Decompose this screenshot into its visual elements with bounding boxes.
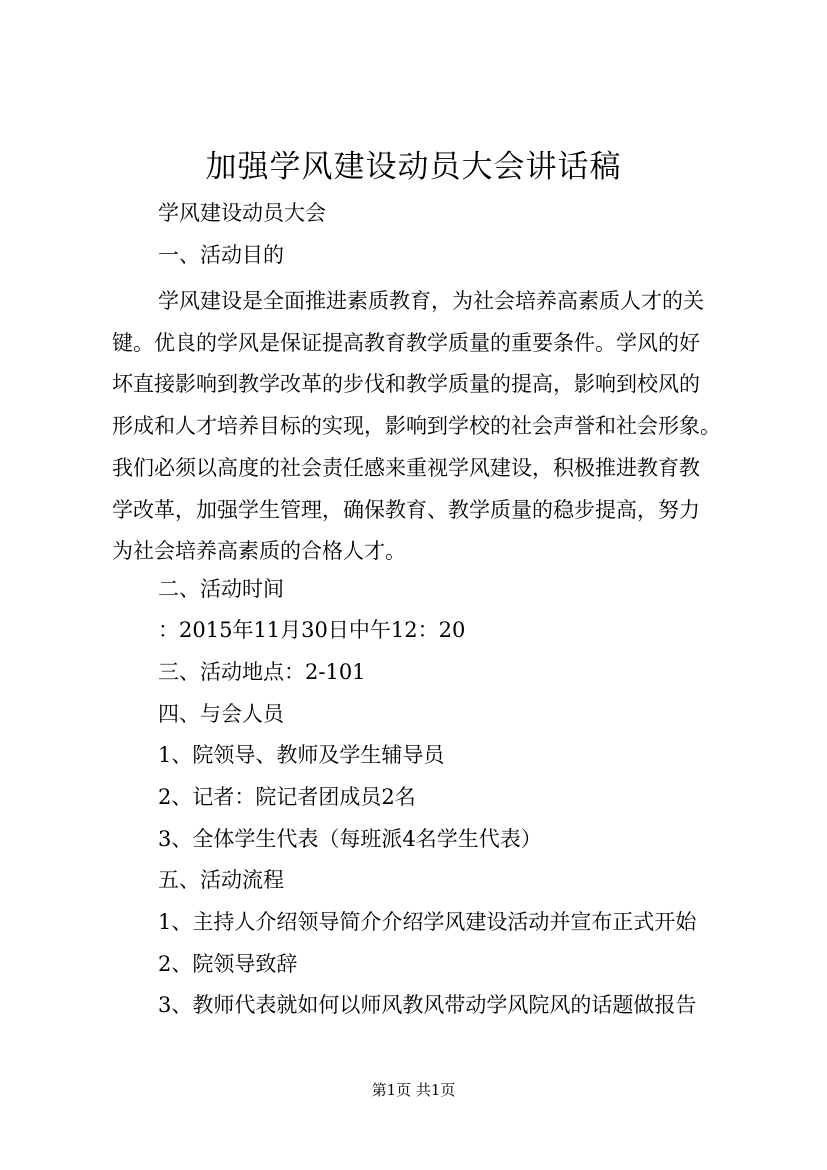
subtitle: 学风建设动员大会 — [158, 201, 326, 225]
paragraph-line: 坏直接影响到教学改革的步伐和教学质量的提高，影响到校风的 — [112, 372, 700, 397]
page-footer: 第1页 共1页 — [371, 1081, 456, 1099]
section-heading-time: 二、活动时间 — [158, 577, 284, 601]
paragraph-line: 形成和人才培养目标的实现，影响到学校的社会声誉和社会形象。 — [112, 414, 721, 439]
attendee-item: 2、记者：院记者团成员2名 — [158, 785, 416, 809]
page-title: 加强学风建设动员大会讲话稿 — [205, 149, 622, 185]
section-heading-location: 三、活动地点：2-101 — [158, 660, 366, 684]
attendee-item: 1、院领导、教师及学生辅导员 — [158, 743, 445, 767]
paragraph-line: 为社会培养高素质的合格人才。 — [112, 539, 406, 564]
process-item: 1、主持人介绍领导简介介绍学风建设活动并宣布正式开始 — [158, 910, 697, 934]
paragraph-line: 我们必须以高度的社会责任感来重视学风建设，积极推进教育教 — [112, 455, 700, 480]
section-heading-process: 五、活动流程 — [158, 868, 284, 892]
time-text: ：2015年11月30日中午12：20 — [158, 618, 466, 642]
paragraph-line: 学风建设是全面推进素质教育，为社会培养高素质人才的关 — [158, 289, 704, 313]
section-heading-purpose: 一、活动目的 — [158, 243, 284, 267]
attendee-item: 3、全体学生代表（每班派4名学生代表） — [158, 827, 542, 851]
paragraph-line: 键。优良的学风是保证提高教育教学质量的重要条件。学风的好 — [112, 330, 700, 355]
process-item: 2、院领导致辞 — [158, 952, 298, 976]
purpose-paragraph — [112, 281, 737, 573]
section-heading-attendees: 四、与会人员 — [158, 702, 284, 726]
process-item: 3、教师代表就如何以师风教风带动学风院风的话题做报告 — [158, 993, 697, 1017]
paragraph-line: 学改革，加强学生管理，确保教育、教学质量的稳步提高，努力 — [112, 497, 700, 522]
